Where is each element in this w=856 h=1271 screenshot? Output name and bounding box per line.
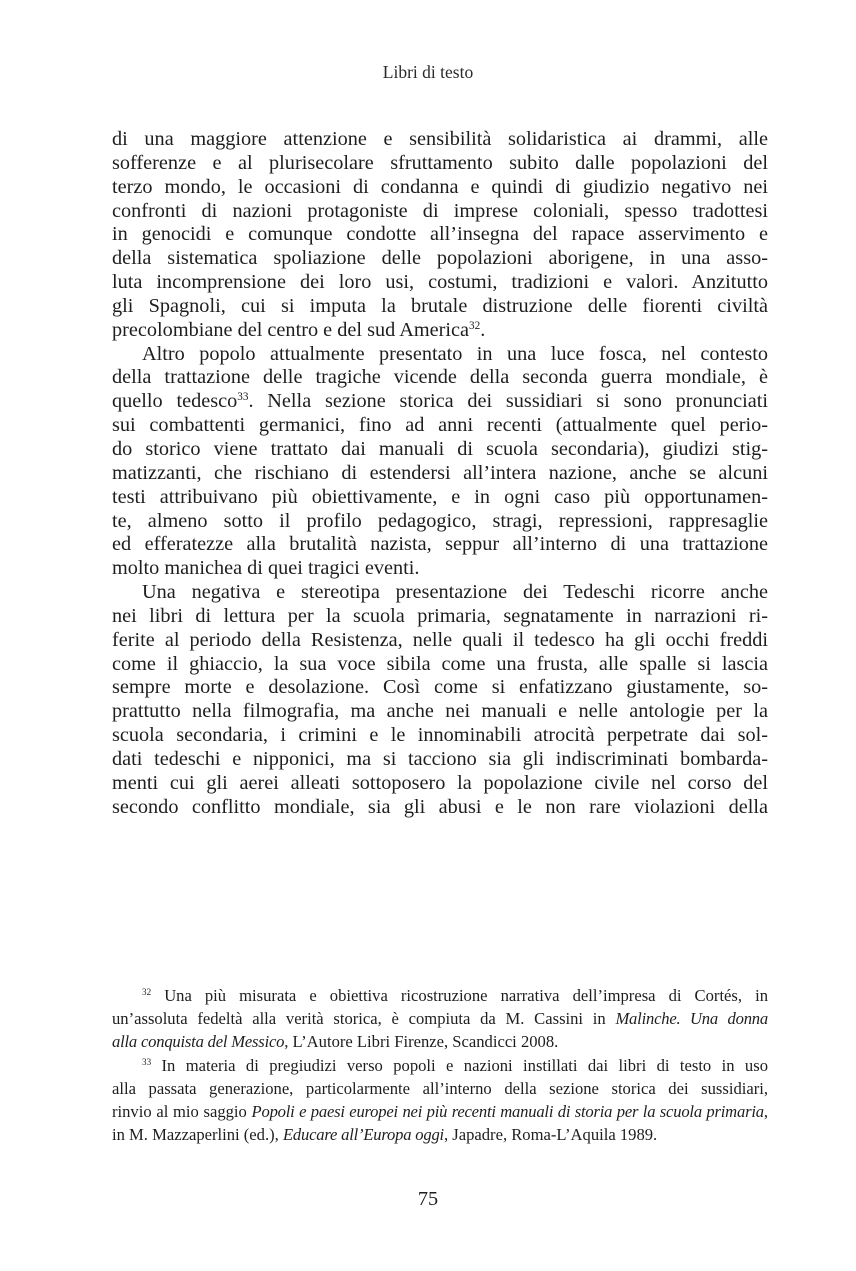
text-line: matizzanti, che rischiano di estendersi all’intera nazione, anche se alcuni xyxy=(112,461,768,484)
text-line: te, almeno sotto il profilo pedagogico, stragi, repressioni, rappresaglie xyxy=(112,509,768,532)
book-title: alla conquista del Messico xyxy=(112,1032,285,1052)
text-line: prattutto nella filmografia, ma anche nei manuali e nelle antologie per la xyxy=(112,700,768,723)
footnote-line: un’assoluta fedeltà alla verità storica, è compiuta da M. Cassini in Malinche. Una donna xyxy=(112,1009,768,1029)
footnote-number: 33 xyxy=(142,1056,152,1067)
text-line: scuola secondaria, i crimini e le innominabili atrocità perpetrate dai sol- xyxy=(112,724,768,747)
text-line: molto manichea di quei tragici eventi. xyxy=(112,557,420,580)
footnote-ref-32[interactable]: 32 xyxy=(469,319,481,332)
text-line: gli Spagnoli, cui si imputa la brutale distruzione delle fiorenti civiltà xyxy=(112,294,768,317)
body-text xyxy=(112,128,768,819)
text-line: in genocidi e comunque condotte all’insegna del rapace asservimento e xyxy=(112,223,768,246)
running-head: Libri di testo xyxy=(382,62,474,82)
text-line: sempre morte e desolazione. Così come si enfatizzano giustamente, so- xyxy=(112,676,768,699)
text-line: quello tedesco$^{33}$. Nella sezione storica dei sussidiari si sono pronunciati xyxy=(112,390,769,413)
footnote-ref-33[interactable]: 33 xyxy=(237,391,249,404)
paragraph xyxy=(112,581,768,819)
footnote-line: in M. Mazzaperlini (ed.), Educare all’Europa oggi, Japadre, Roma-L’Aquila 1989. xyxy=(112,1125,658,1145)
text-line: luta incomprensione dei loro usi, costumi, tradizioni e valori. Anzitutto xyxy=(112,271,768,294)
text-line: Una negativa e stereotipa presentazione dei Tedeschi ricorre anche xyxy=(142,581,768,604)
paragraph xyxy=(112,128,768,343)
book-title: Malinche. Una donna xyxy=(615,1009,768,1029)
footnote-number: 32 xyxy=(142,987,152,998)
text-line: della sistematica spoliazione delle popolazioni aborigene, in una asso- xyxy=(112,247,768,270)
text-line: ferite al periodo della Resistenza, nelle quali il tedesco ha gli occhi freddi xyxy=(112,628,768,651)
footnote-33 xyxy=(112,1054,768,1147)
text-line: testi attribuivano più obiettivamente, e in ogni caso più opportunamen- xyxy=(112,485,768,508)
text-line: Altro popolo attualmente presentato in una luce fosca, nel contesto xyxy=(142,342,768,365)
footnote-line: alla conquista del Messico, L’Autore Libri Firenze, Scandicci 2008. xyxy=(112,1032,559,1052)
page-number: 75 xyxy=(417,1188,439,1210)
footnote-line: rinvio al mio saggio Popoli e paesi europei nei più recenti manuali di storia per la scuola primaria, xyxy=(112,1101,768,1121)
footnote-line: $^{32}$ Una più misurata e obiettiva ricostruzione narrativa dell’impresa di Cortés, in xyxy=(142,986,768,1005)
text-line: di una maggiore attenzione e sensibilità solidaristica ai drammi, alle xyxy=(112,128,768,150)
essay-title: Popoli e paesi europei nei più recenti manuali di storia per la scuola primaria xyxy=(251,1101,764,1121)
text-line: ed efferatezze alla brutalità nazista, seppur all’interno di una trattazione xyxy=(112,533,768,556)
text-line: precolombiane del centro e del sud America$^{32}$. xyxy=(112,318,486,341)
footnotes xyxy=(112,984,768,1146)
text-line: della trattazione delle tragiche vicende della seconda guerra mondiale, è xyxy=(112,366,768,389)
text-line: confronti di nazioni protagoniste di imprese coloniali, spesso tradottesi xyxy=(112,199,768,222)
text-line: sui combattenti germanici, fino ad anni recenti (attualmente quel perio- xyxy=(112,414,768,437)
paragraph xyxy=(112,343,768,581)
text-line: dati tedeschi e nipponici, ma si tacciono sia gli indiscriminati bombarda- xyxy=(112,747,768,770)
text-line: do storico viene trattato dai manuali di scuola secondaria), giudizi stig- xyxy=(112,437,768,460)
text-line: secondo conflitto mondiale, sia gli abusi e le non rare violazioni della xyxy=(112,795,768,818)
footnote-line: $^{33}$ In materia di pregiudizi verso popoli e nazioni instillati dai libri di testo in uso xyxy=(142,1055,768,1075)
book-title: Educare all’Europa oggi xyxy=(282,1125,444,1145)
text-line: come il ghiaccio, la sua voce sibila come una frusta, alle spalle si lascia xyxy=(112,652,768,675)
footnote-32 xyxy=(112,984,768,1054)
text-line: menti cui gli aerei alleati sottoposero la popolazione civile nel corso del xyxy=(112,771,768,794)
text-line: terzo mondo, le occasioni di condanna e quindi di giudizio negativo nei xyxy=(112,175,768,198)
text-line: sofferenze e al plurisecolare sfruttamento subito dalle popolazioni del xyxy=(112,151,768,174)
text-line: nei libri di lettura per la scuola primaria, segnatamente in narrazioni ri- xyxy=(112,604,768,627)
footnote-line: alla passata generazione, particolarmente all’interno della sezione storica dei sussidiari, xyxy=(112,1078,768,1098)
